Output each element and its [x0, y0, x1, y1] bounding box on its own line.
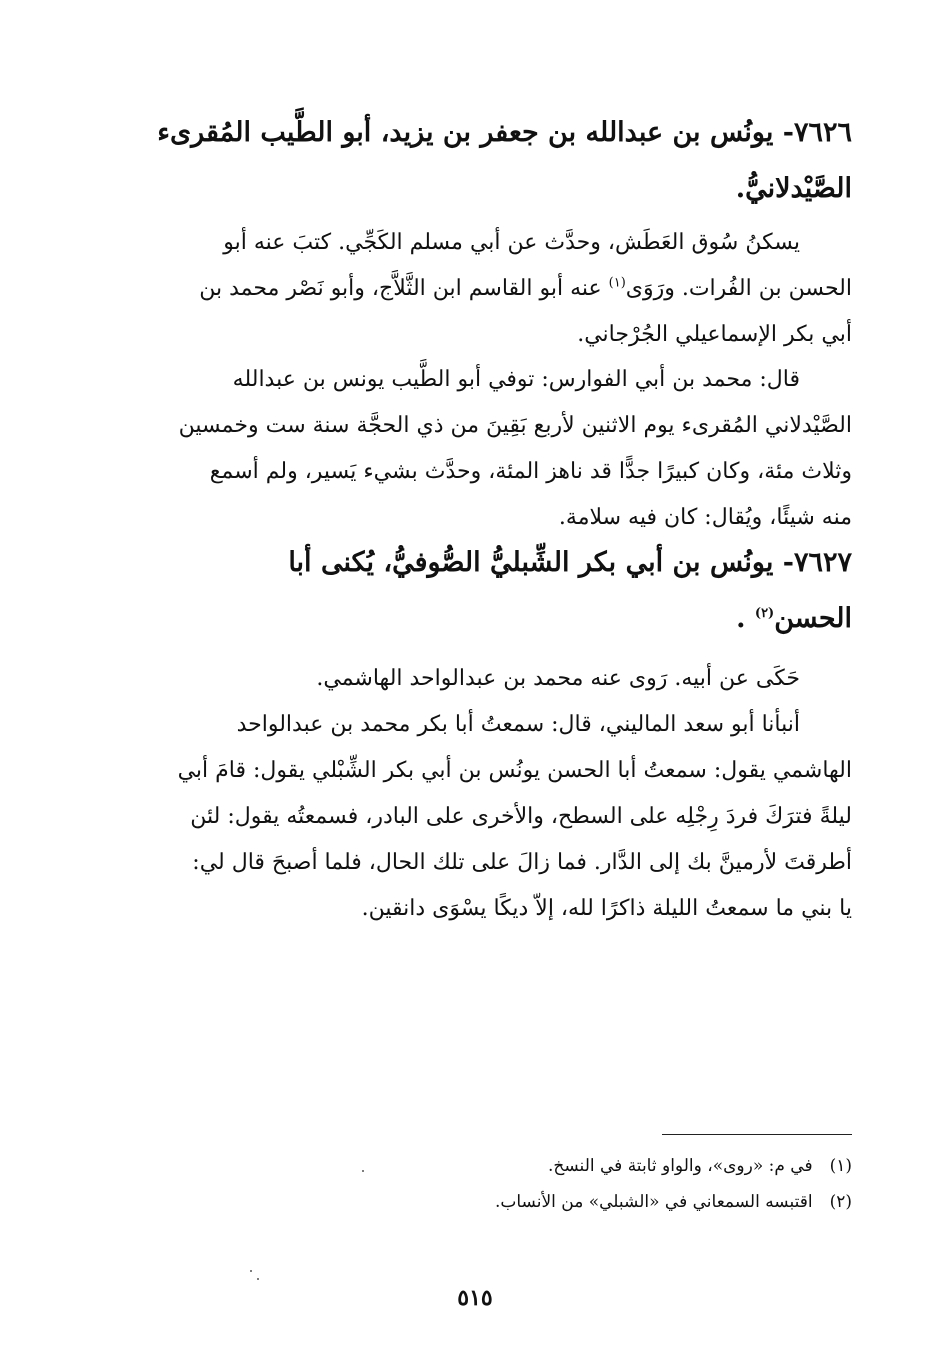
- text-line: قال: محمد بن أبي الفوارس: توفي أبو الطَّيب يونس بن عبدالله: [232, 367, 800, 392]
- text-line: الهاشمي يقول: سمعتُ أبا الحسن يونُس بن أبي بكر الشِّبْلي يقول: قامَ أبي: [177, 758, 852, 783]
- text-segment: الحسن بن الفُرات. ورَوَى: [625, 276, 852, 301]
- entry-title-continued: الصَّيْدلانيُّ.: [735, 173, 852, 204]
- scan-speck: [250, 1270, 252, 1272]
- text-line: الصَّيْدلاني المُقرىء يوم الاثنين لأربع بَقِينَ من ذي الحجَّة سنة ست وخمسين: [178, 413, 852, 438]
- entry-title: ٧٦٢٧- يونُس بن أبي بكر الشِّبليُّ الصُّوفيُّ، يُكنى أبا: [288, 547, 852, 578]
- text-line: أطرقتَ لأرمينَّ بك إلى الدَّار. فما زالَ على تلك الحال، فلما أصبحَ قال لي:: [192, 850, 852, 875]
- footnote-number: (١): [829, 1156, 852, 1176]
- title-segment: الحسن: [774, 603, 852, 634]
- entry-7626-paragraph-1: [140, 220, 852, 358]
- text-line: يسكنُ سُوق العَطَش، وحدَّث عن أبي مسلم الكَجِّي. كتبَ عنه أبو: [223, 230, 800, 255]
- footnote-ref-1[interactable]: (١): [608, 275, 626, 291]
- text-line: وثلاث مئة، وكان كبيرًا جدًّا قد ناهز المئة، وحدَّث بشيء يَسير، ولم أسمع: [209, 459, 852, 484]
- text-line: يا بني ما سمعتُ الليلة ذاكرًا لله، إلاّ ديكًا يسْوَى دانقين.: [361, 896, 852, 921]
- entry-7627-paragraph-1: [140, 656, 852, 702]
- footnote-2: [400, 1186, 852, 1218]
- scan-speck: [362, 1170, 364, 1172]
- footnote-number: (٢): [829, 1192, 852, 1212]
- entry-title-continued: [140, 591, 852, 647]
- entry-title: ٧٦٢٦- يونُس بن عبدالله بن جعفر بن يزيد، أبو الطَّيب المُقرىء: [157, 117, 852, 148]
- footnote-text: اقتبسه السمعاني في «الشبلي» من الأنساب.: [494, 1192, 813, 1212]
- entry-7626: [140, 105, 852, 217]
- text-line: ليلةً فترَكَ فردَ رِجْلِه على السطح، والأخرى على البادر، فسمعتُه يقول: لئن: [190, 804, 852, 829]
- text-line: أبي بكر الإسماعيلي الجُرْجاني.: [577, 322, 852, 347]
- entry-7626-paragraph-2: [140, 357, 852, 541]
- title-segment: .: [736, 603, 755, 634]
- scan-speck: [257, 1278, 259, 1280]
- footnote-separator: [662, 1134, 852, 1135]
- page-number: ٥١٥: [457, 1285, 493, 1311]
- text-line: حَكَى عن أبيه. رَوى عنه محمد بن عبدالواحد الهاشمي.: [316, 666, 800, 691]
- footnote-text: في م: «روى»، والواو ثابتة في النسخ.: [548, 1156, 813, 1176]
- text-line: منه شيئًا، ويُقال: كان فيه سلامة.: [558, 505, 852, 530]
- text-line: أنبأنا أبو سعد الماليني، قال: سمعتُ أبا بكر محمد بن عبدالواحد: [236, 712, 800, 737]
- entry-7627-paragraph-2: [140, 702, 852, 932]
- footnote-1: [400, 1150, 852, 1182]
- text-segment: عنه أبو القاسم ابن الثَّلاَّج، وأبو نَصْر محمد بن: [199, 276, 609, 301]
- entry-7627: [140, 535, 852, 647]
- footnote-ref-2[interactable]: (٢): [754, 606, 775, 621]
- text-line: [140, 266, 852, 312]
